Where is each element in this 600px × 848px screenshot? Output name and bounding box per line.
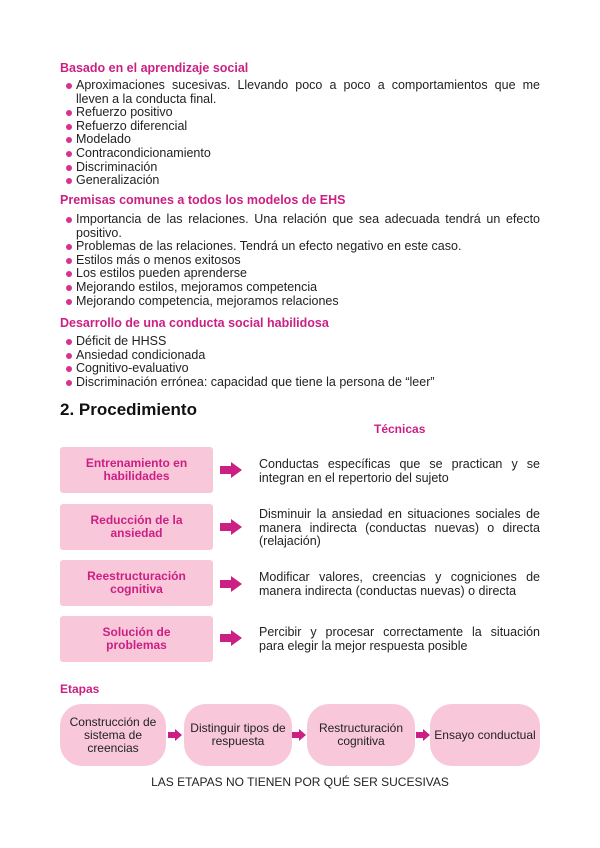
list-item: Generalización: [63, 174, 540, 188]
list-item: Refuerzo positivo: [63, 106, 540, 120]
bullet-icon: [66, 353, 72, 359]
arrow-right-icon: [220, 576, 242, 592]
bullet-icon: [66, 151, 72, 157]
section-title-conducta-habilidosa: Desarrollo de una conducta social habilidosa: [60, 316, 329, 330]
list-item: Refuerzo diferencial: [63, 120, 540, 134]
technique-box-entrenamiento: Entrenamiento en habilidades: [60, 447, 213, 493]
techniques-label: Técnicas: [374, 422, 426, 436]
bullet-icon: [66, 285, 72, 291]
arrow-right-icon: [292, 729, 306, 741]
list-item: Estilos más o menos exitosos: [63, 254, 540, 268]
list-item: Contracondicionamiento: [63, 147, 540, 161]
list-aprendizaje-social: [63, 79, 540, 188]
section-title-premisas: Premisas comunes a todos los modelos de EHS: [60, 193, 346, 207]
list-item: Déficit de HHSS: [63, 335, 540, 349]
stage-restructuracion: Restructuración cognitiva: [307, 704, 415, 766]
list-item: Aproximaciones sucesivas. Llevando poco a poco a comportamientos que me lleven a la conducta final.: [63, 79, 540, 106]
list-conducta-habilidosa: [63, 335, 540, 389]
stage-construccion: Construcción de sistema de creencias: [60, 704, 166, 766]
technique-desc-solucion-problemas: Percibir y procesar correctamente la situación para elegir la mejor respuesta posible: [259, 625, 540, 653]
bullet-icon: [66, 366, 72, 372]
list-item: Mejorando estilos, mejoramos competencia: [63, 281, 540, 295]
bullet-icon: [66, 178, 72, 184]
bullet-icon: [66, 271, 72, 277]
technique-desc-reestructuracion: Modificar valores, creencias y cogniciones de manera indirecta (conductas nuevas) o directa: [259, 570, 540, 598]
technique-box-reestructuracion: Reestructuración cognitiva: [60, 560, 213, 606]
bullet-icon: [66, 299, 72, 305]
list-premisas: [63, 213, 540, 308]
technique-desc-entrenamiento: Conductas específicas que se practican y se integran en el repertorio del sujeto: [259, 457, 540, 485]
technique-box-reduccion-ansiedad: Reducción de la ansiedad: [60, 504, 213, 550]
bullet-icon: [66, 83, 72, 89]
list-item: Los estilos pueden aprenderse: [63, 267, 540, 281]
bullet-icon: [66, 165, 72, 171]
technique-box-solucion-problemas: Solución de problemas: [60, 616, 213, 662]
bullet-icon: [66, 244, 72, 250]
list-item: Problemas de las relaciones. Tendrá un efecto negativo en este caso.: [63, 240, 540, 254]
arrow-right-icon: [220, 462, 242, 478]
stages-note: LAS ETAPAS NO TIENEN POR QUÉ SER SUCESIVAS: [151, 775, 449, 789]
arrow-right-icon: [168, 729, 182, 741]
arrow-right-icon: [416, 729, 430, 741]
bullet-icon: [66, 217, 72, 223]
stage-distinguir: Distinguir tipos de respuesta: [184, 704, 292, 766]
bullet-icon: [66, 124, 72, 130]
bullet-icon: [66, 110, 72, 116]
list-item: Mejorando competencia, mejoramos relaciones: [63, 295, 540, 309]
list-item: Importancia de las relaciones. Una relación que sea adecuada tendrá un efecto positivo.: [63, 213, 540, 240]
procedure-heading: 2. Procedimiento: [60, 400, 197, 419]
bullet-icon: [66, 339, 72, 345]
bullet-icon: [66, 380, 72, 386]
technique-desc-reduccion-ansiedad: Disminuir la ansiedad en situaciones sociales de manera indirecta (conductas nuevas) o directa (relajación): [259, 507, 540, 549]
section-title-aprendizaje-social: Basado en el aprendizaje social: [60, 61, 249, 75]
stages-title: Etapas: [60, 682, 100, 696]
list-item: Modelado: [63, 133, 540, 147]
list-item: Cognitivo-evaluativo: [63, 362, 540, 376]
stage-ensayo: Ensayo conductual: [430, 704, 540, 766]
list-item: Discriminación: [63, 161, 540, 175]
list-item: Ansiedad condicionada: [63, 349, 540, 363]
arrow-right-icon: [220, 630, 242, 646]
bullet-icon: [66, 137, 72, 143]
bullet-icon: [66, 258, 72, 264]
arrow-right-icon: [220, 519, 242, 535]
list-item: Discriminación errónea: capacidad que tiene la persona de “leer”: [63, 376, 540, 390]
